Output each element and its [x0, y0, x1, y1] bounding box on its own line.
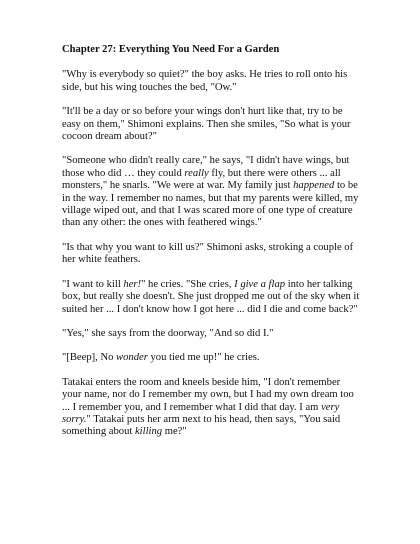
italic-text-run: killing — [134, 426, 163, 438]
text-run: " he cries. "She cries, — [141, 278, 235, 290]
document-page — [62, 44, 362, 439]
italic-text-run: I give a flap — [234, 278, 286, 290]
italic-text-run: very sorry. — [62, 401, 340, 425]
paragraph-1 — [62, 69, 362, 94]
text-run: "I want to kill — [62, 278, 124, 290]
text-run: "Someone who didn't really care," he says, "I didn't have wings, but those who did … they could — [62, 155, 350, 179]
italic-text-run: her! — [123, 278, 142, 290]
paragraph-2 — [62, 106, 362, 143]
text-run: "Why is everybody so quiet?" the boy asks. He tries to roll onto his side, but his wing touches the bed, "Ow." — [62, 69, 348, 93]
paragraph-4 — [62, 242, 362, 267]
text-run: me?" — [162, 426, 187, 438]
text-run: you tied me up!" he cries. — [147, 352, 260, 364]
paragraph-6 — [62, 328, 362, 340]
text-run: "It'll be a day or so before your wings don't hurt like that, try to be easy on them," Shimoni explains. Then she smiles, "So what is your cocoon dream about?" — [62, 106, 351, 143]
paragraph-8 — [62, 377, 362, 439]
paragraph-3 — [62, 155, 362, 229]
italic-text-run: wonder — [116, 352, 148, 364]
text-run: "Is that why you want to kill us?" Shimoni asks, stroking a couple of her white feathers. — [62, 241, 354, 266]
text-run: to be in the way. I remember no names, but that my parents were killed, my village wiped out, and that I was scared more of one type of creature than any other: the ones with feathered wings." — [62, 180, 359, 229]
text-run: " Tatakai puts her arm next to his head, then says, "You said something about — [62, 413, 341, 438]
text-run: fly, but there were others ... all monsters," he snarls. "We were at war. My family just — [62, 167, 341, 192]
paragraph-5 — [62, 279, 362, 316]
paragraph-7 — [62, 352, 362, 364]
chapter-title: Chapter 27: Everything You Need For a Garden — [62, 44, 280, 55]
text-run: "[Beep], No — [62, 352, 117, 364]
italic-text-run: happened — [293, 180, 335, 192]
text-run: "Yes," she says from the doorway, "And so did I." — [62, 327, 274, 339]
italic-text-run: really — [184, 167, 209, 179]
text-run: into her talking box, but really she doesn't. She just dropped me out of the sky when it suited her ... I don't know how I got here ... did I die and come back?" — [62, 278, 360, 315]
text-run: Tatakai enters the room and kneels beside him, "I don't remember your name, nor do I remember my own, but I had my own dream too ... I remember you, and I remember what I did that day. I am — [62, 376, 354, 413]
